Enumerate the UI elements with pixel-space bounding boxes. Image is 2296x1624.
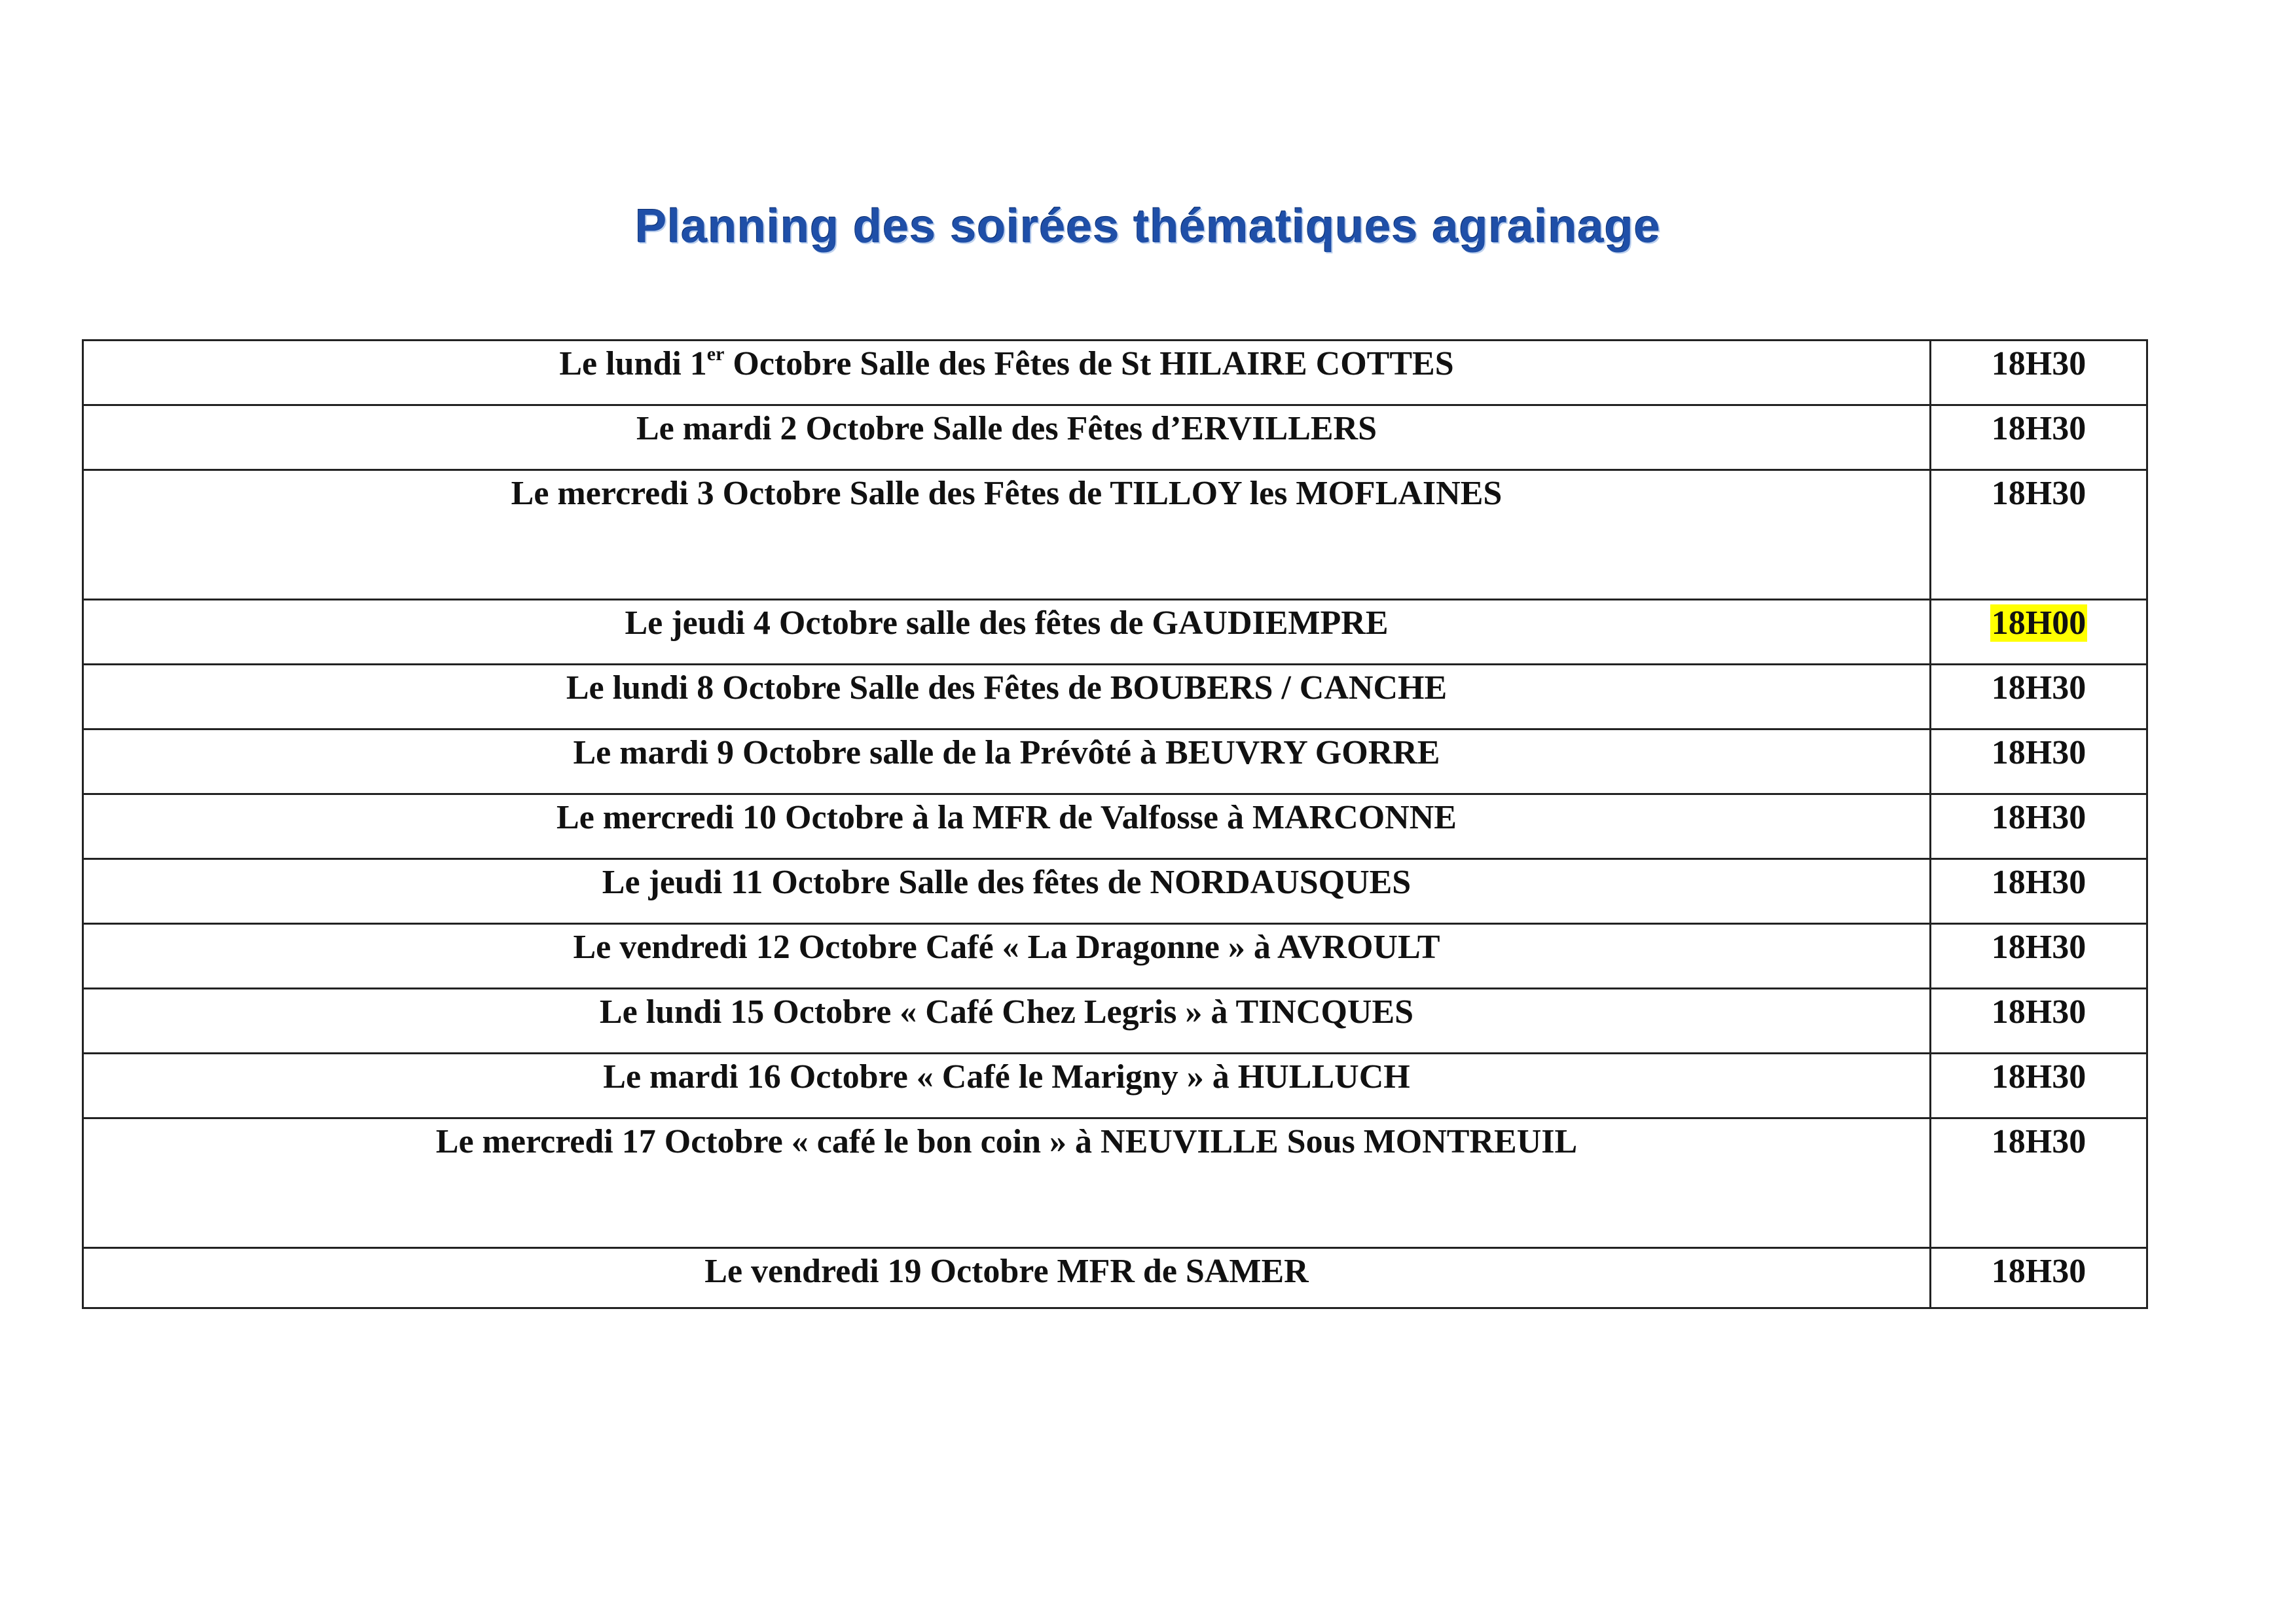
table-row (83, 729, 2147, 794)
event-cell: Le mercredi 17 Octobre « café le bon coin » à NEUVILLE Sous MONTREUIL (83, 1118, 1931, 1248)
event-cell: Le jeudi 4 Octobre salle des fêtes de GAUDIEMPRE (83, 600, 1931, 665)
time-cell: 18H30 (1931, 794, 2147, 859)
time-cell: 18H30 (1931, 341, 2147, 405)
event-cell: Le mardi 9 Octobre salle de la Prévôté à BEUVRY GORRE (83, 729, 1931, 794)
table-row (83, 405, 2147, 470)
time-cell (1931, 600, 2147, 665)
time-cell: 18H30 (1931, 989, 2147, 1054)
event-cell: Le lundi 15 Octobre « Café Chez Legris » à TINCQUES (83, 989, 1931, 1054)
highlighted-time: 18H00 (1991, 604, 2086, 642)
table-row (83, 341, 2147, 405)
event-cell: Le mercredi 3 Octobre Salle des Fêtes de TILLOY les MOFLAINES (83, 470, 1931, 600)
event-cell: Le vendredi 12 Octobre Café « La Dragonne » à AVROULT (83, 924, 1931, 989)
schedule-table (82, 339, 2148, 1309)
time-cell: 18H30 (1931, 1118, 2147, 1248)
table-row (83, 470, 2147, 600)
time-cell: 18H30 (1931, 1248, 2147, 1308)
table-row (83, 1054, 2147, 1118)
ordinal-superscript: er (706, 343, 725, 365)
time-cell: 18H30 (1931, 1054, 2147, 1118)
time-cell: 18H30 (1931, 924, 2147, 989)
table-row (83, 989, 2147, 1054)
page-title: Planning des soirées thématiques agrainage (635, 200, 1661, 253)
event-cell: Le jeudi 11 Octobre Salle des fêtes de NORDAUSQUES (83, 859, 1931, 924)
time-cell: 18H30 (1931, 665, 2147, 729)
event-text-prefix: Le lundi 1 (559, 345, 707, 382)
event-cell (83, 341, 1931, 405)
table-row (83, 1118, 2147, 1248)
event-cell: Le mardi 2 Octobre Salle des Fêtes d’ERVILLERS (83, 405, 1931, 470)
event-text: Octobre Salle des Fêtes de St HILAIRE COTTES (724, 345, 1454, 382)
event-cell: Le lundi 8 Octobre Salle des Fêtes de BOUBERS / CANCHE (83, 665, 1931, 729)
event-cell: Le vendredi 19 Octobre MFR de SAMER (83, 1248, 1931, 1308)
table-row (83, 665, 2147, 729)
event-cell: Le mercredi 10 Octobre à la MFR de Valfosse à MARCONNE (83, 794, 1931, 859)
table-row (83, 794, 2147, 859)
time-cell: 18H30 (1931, 470, 2147, 600)
table-row (83, 859, 2147, 924)
time-cell: 18H30 (1931, 729, 2147, 794)
time-cell: 18H30 (1931, 405, 2147, 470)
time-cell: 18H30 (1931, 859, 2147, 924)
table-row (83, 924, 2147, 989)
table-row (83, 600, 2147, 665)
table-row (83, 1248, 2147, 1308)
event-cell: Le mardi 16 Octobre « Café le Marigny » à HULLUCH (83, 1054, 1931, 1118)
